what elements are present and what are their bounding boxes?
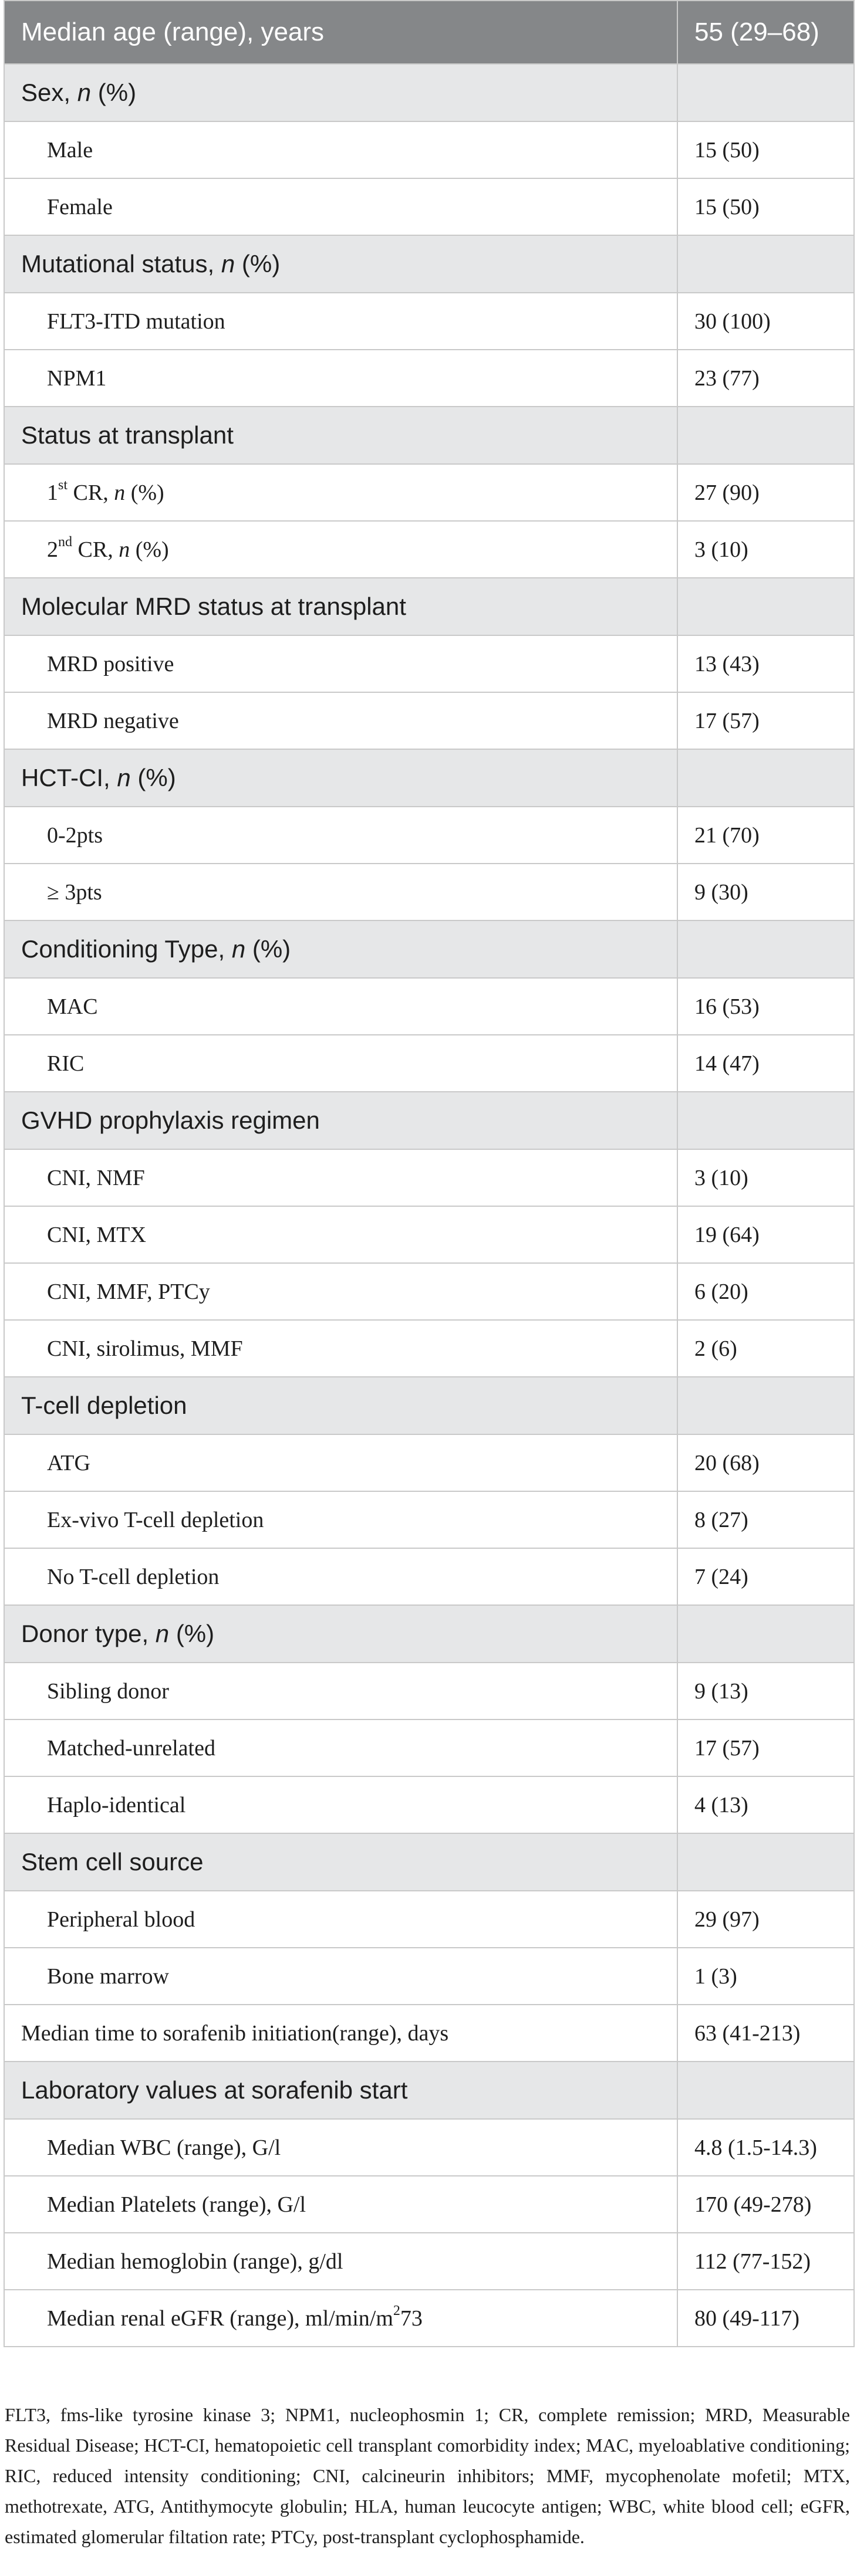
patient-characteristics-table <box>4 0 855 2347</box>
section-label <box>4 749 677 807</box>
row-value: 8 (27) <box>677 1491 854 1548</box>
label-part-label: CNI, sirolimus, MMF <box>47 1336 243 1361</box>
label-part-tail: (%) <box>130 537 169 562</box>
section-value-cell <box>677 407 854 464</box>
row-label <box>4 350 677 407</box>
section-header-row <box>4 1833 854 1891</box>
row-label <box>4 978 677 1035</box>
row-value: 9 (30) <box>677 864 854 920</box>
section-header-row <box>4 1377 854 1434</box>
label-part-label: No T-cell depletion <box>47 1564 220 1589</box>
section-label <box>4 578 677 635</box>
label-part-n: n <box>221 250 235 277</box>
table-row <box>4 1434 854 1491</box>
section-label <box>4 64 677 121</box>
row-label <box>4 2119 677 2176</box>
label-part-tail: (%) <box>169 1620 215 1647</box>
table-row <box>4 1891 854 1948</box>
row-label <box>4 1548 677 1605</box>
section-value-cell <box>677 1833 854 1891</box>
row-value: 112 (77-152) <box>677 2233 854 2290</box>
row-label <box>4 2290 677 2347</box>
section-value-cell <box>677 1605 854 1663</box>
label-part-label: Molecular MRD status at transplant <box>21 593 406 620</box>
row-label <box>4 121 677 178</box>
table-footnote: FLT3, fms-like tyrosine kinase 3; NPM1, nucleophosmin 1; CR, complete remission; MRD, Measurable Residual Disease; HCT-CI, hematopoietic cell transplant comorbidity index; MAC, myeloablative conditioning; RIC, reduced intensity conditioning; CNI, calcineurin inhibitors; MMF, mycophenolate mofetil; MTX, methotrexate, ATG, Antithymocyte globulin; HLA, human leucocyte antigen; WBC, white blood cell; eGFR, estimated glomerular filtation rate; PTCy, post-transplant cyclophosphamide. <box>5 2404 850 2547</box>
row-value: 15 (50) <box>677 178 854 235</box>
section-value-cell <box>677 2062 854 2119</box>
label-part-tail: (%) <box>91 79 137 106</box>
row-value: 6 (20) <box>677 1263 854 1320</box>
row-label <box>4 1035 677 1092</box>
row-label <box>4 1263 677 1320</box>
row-value: 16 (53) <box>677 978 854 1035</box>
row-label <box>4 1491 677 1548</box>
row-label <box>4 1320 677 1377</box>
table-row <box>4 1149 854 1206</box>
label-part-tail: (%) <box>125 480 164 505</box>
row-value: 19 (64) <box>677 1206 854 1263</box>
label-part-label: Matched-unrelated <box>47 1735 215 1761</box>
row-label <box>4 1663 677 1719</box>
label-part-label: GVHD prophylaxis regimen <box>21 1106 320 1134</box>
label-part-after: CR, <box>72 537 119 562</box>
section-label <box>4 1377 677 1434</box>
section-header-row <box>4 235 854 293</box>
label-part-label: Median time to sorafenib initiation(range), days <box>21 2020 449 2046</box>
section-label <box>4 2062 677 2119</box>
section-label <box>4 1605 677 1663</box>
row-label <box>4 692 677 749</box>
row-value: 3 (10) <box>677 1149 854 1206</box>
row-value: 23 (77) <box>677 350 854 407</box>
header-label: Median age (range), years <box>4 1 677 64</box>
label-part-label: Haplo-identical <box>47 1792 186 1817</box>
table-row <box>4 635 854 692</box>
label-part-label: Sex, <box>21 79 77 106</box>
label-part-label: CNI, MMF, PTCy <box>47 1279 210 1304</box>
table-row <box>4 1206 854 1263</box>
row-label <box>4 1206 677 1263</box>
section-label <box>4 235 677 293</box>
label-part-label: Mutational status, <box>21 250 221 277</box>
row-label <box>4 1719 677 1776</box>
header-value: 55 (29–68) <box>677 1 854 64</box>
table-row <box>4 1263 854 1320</box>
label-part-label: Female <box>47 194 113 219</box>
row-label <box>4 521 677 578</box>
label-part-n: n <box>77 79 92 106</box>
label-part-label: Median hemoglobin (range), g/dl <box>47 2249 343 2274</box>
table-row <box>4 978 854 1035</box>
section-header-row <box>4 407 854 464</box>
label-part-label: MRD negative <box>47 708 179 733</box>
row-label <box>4 178 677 235</box>
table-row <box>4 1663 854 1719</box>
row-value: 21 (70) <box>677 807 854 864</box>
label-part-label: Stem cell source <box>21 1848 204 1876</box>
row-value: 7 (24) <box>677 1548 854 1605</box>
label-part-label: ATG <box>47 1450 90 1475</box>
table-header-row <box>4 1 854 64</box>
row-value: 27 (90) <box>677 464 854 521</box>
row-value: 17 (57) <box>677 692 854 749</box>
label-part-label: RIC <box>47 1051 85 1076</box>
row-value: 1 (3) <box>677 1948 854 2005</box>
row-label <box>4 1434 677 1491</box>
label-part-n: n <box>155 1620 170 1647</box>
label-part-label: 2 <box>47 537 58 562</box>
section-label <box>4 1092 677 1149</box>
label-part-after: 73 <box>400 2306 423 2331</box>
label-part-tail: (%) <box>235 250 281 277</box>
row-label <box>4 464 677 521</box>
section-value-cell <box>677 920 854 978</box>
label-part-label: T-cell depletion <box>21 1392 187 1419</box>
label-part-label: CNI, MTX <box>47 1222 146 1247</box>
row-value: 2 (6) <box>677 1320 854 1377</box>
label-part-label: ≥ 3pts <box>47 879 102 905</box>
section-label <box>4 407 677 464</box>
section-header-row <box>4 578 854 635</box>
table-row <box>4 121 854 178</box>
section-label <box>4 1833 677 1891</box>
table-row <box>4 2119 854 2176</box>
section-value-cell <box>677 1377 854 1434</box>
table-row <box>4 2005 854 2062</box>
row-value: 29 (97) <box>677 1891 854 1948</box>
label-part-label: Median renal eGFR (range), ml/min/m <box>47 2306 393 2331</box>
section-value-cell <box>677 749 854 807</box>
row-label <box>4 2176 677 2233</box>
row-label <box>4 2005 677 2062</box>
row-value: 15 (50) <box>677 121 854 178</box>
row-label <box>4 1776 677 1833</box>
row-label <box>4 1149 677 1206</box>
label-part-sup: nd <box>58 534 72 550</box>
label-part-after: CR, <box>68 480 114 505</box>
row-value: 20 (68) <box>677 1434 854 1491</box>
row-value: 13 (43) <box>677 635 854 692</box>
section-value-cell <box>677 1092 854 1149</box>
table-row <box>4 293 854 350</box>
label-part-label: Laboratory values at sorafenib start <box>21 2076 408 2104</box>
label-part-label: MRD positive <box>47 651 174 676</box>
row-value: 4 (13) <box>677 1776 854 1833</box>
label-part-label: Donor type, <box>21 1620 156 1647</box>
table-row <box>4 807 854 864</box>
row-value: 14 (47) <box>677 1035 854 1092</box>
label-part-label: MAC <box>47 994 98 1019</box>
label-part-label: Median Platelets (range), G/l <box>47 2192 306 2217</box>
label-part-label: Conditioning Type, <box>21 935 232 963</box>
row-label <box>4 1891 677 1948</box>
label-part-tail: (%) <box>130 764 176 791</box>
section-value-cell <box>677 578 854 635</box>
label-part-label: NPM1 <box>47 365 107 391</box>
table-row <box>4 464 854 521</box>
label-part-label: Status at transplant <box>21 421 234 449</box>
label-part-n: n <box>231 935 246 963</box>
label-part-tail: (%) <box>245 935 291 963</box>
section-value-cell <box>677 235 854 293</box>
table-row <box>4 1320 854 1377</box>
row-value: 30 (100) <box>677 293 854 350</box>
row-label <box>4 864 677 920</box>
section-header-row <box>4 64 854 121</box>
label-part-label: FLT3-ITD mutation <box>47 309 225 334</box>
row-value: 9 (13) <box>677 1663 854 1719</box>
table-row <box>4 1776 854 1833</box>
label-part-label: Peripheral blood <box>47 1907 195 1932</box>
row-value: 63 (41-213) <box>677 2005 854 2062</box>
table-row <box>4 1548 854 1605</box>
section-header-row <box>4 1605 854 1663</box>
table-row <box>4 1035 854 1092</box>
table-row <box>4 350 854 407</box>
section-header-row <box>4 2062 854 2119</box>
label-part-n: n <box>117 764 131 791</box>
label-part-label: Median WBC (range), G/l <box>47 2135 281 2160</box>
label-part-label: 1 <box>47 480 58 505</box>
row-value: 4.8 (1.5-14.3) <box>677 2119 854 2176</box>
table-body <box>4 1 854 2347</box>
label-part-sup: 2 <box>393 2303 400 2318</box>
row-label <box>4 2233 677 2290</box>
table-row <box>4 2176 854 2233</box>
row-value: 3 (10) <box>677 521 854 578</box>
label-part-n: n <box>119 537 130 562</box>
label-part-label: HCT-CI, <box>21 764 117 791</box>
row-label <box>4 293 677 350</box>
label-part-label: CNI, NMF <box>47 1165 145 1190</box>
table-row <box>4 2233 854 2290</box>
section-value-cell <box>677 64 854 121</box>
row-label <box>4 807 677 864</box>
section-header-row <box>4 1092 854 1149</box>
table-row <box>4 521 854 578</box>
table-row <box>4 178 854 235</box>
label-part-sup: st <box>58 477 68 493</box>
row-value: 17 (57) <box>677 1719 854 1776</box>
table-row <box>4 1948 854 2005</box>
label-part-label: Sibling donor <box>47 1678 169 1704</box>
table-row <box>4 2290 854 2347</box>
label-part-label: 0-2pts <box>47 822 103 848</box>
table-row <box>4 1719 854 1776</box>
table-row <box>4 1491 854 1548</box>
row-value: 170 (49-278) <box>677 2176 854 2233</box>
row-label <box>4 1948 677 2005</box>
label-part-n: n <box>114 480 126 505</box>
label-part-label: Bone marrow <box>47 1964 169 1989</box>
label-part-label: Ex-vivo T-cell depletion <box>47 1507 264 1532</box>
section-label <box>4 920 677 978</box>
label-part-label: Male <box>47 137 93 163</box>
section-header-row <box>4 920 854 978</box>
row-label <box>4 635 677 692</box>
table-row <box>4 692 854 749</box>
table-row <box>4 864 854 920</box>
section-header-row <box>4 749 854 807</box>
row-value: 80 (49-117) <box>677 2290 854 2347</box>
